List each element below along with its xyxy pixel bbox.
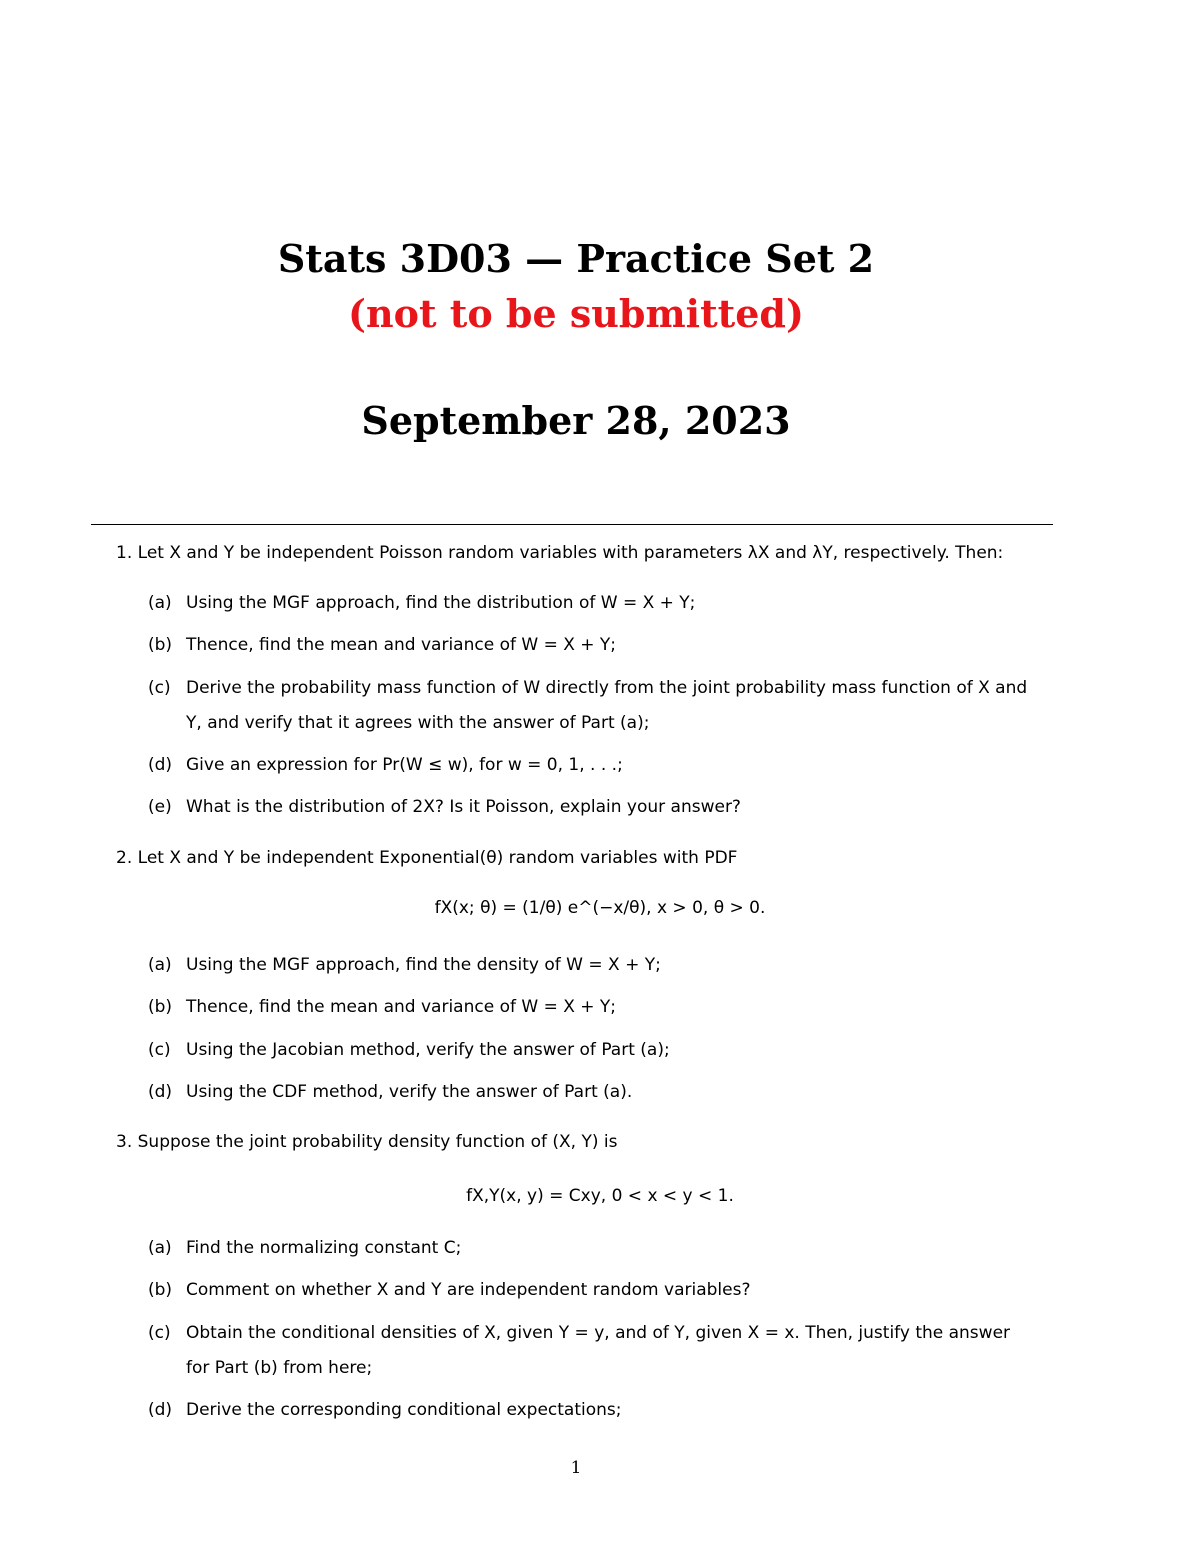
question-3b: Comment on whether X and Y are independent random variables? <box>186 1280 751 1300</box>
question-stem: Suppose the joint probability density function of (X, Y) is <box>137 1132 618 1152</box>
question-1d: Give an expression for Pr(W ≤ w), for w = 0, 1, . . .; <box>186 755 623 775</box>
question-1 <box>116 543 1003 563</box>
question-2 <box>116 848 737 868</box>
question-3d: Derive the corresponding conditional expectations; <box>186 1400 622 1420</box>
question-1c-line2: Y, and verify that it agrees with the answer of Part (a); <box>186 713 650 733</box>
page-number: 1 <box>570 1458 582 1478</box>
part-label: (e) <box>148 797 172 817</box>
page-date: September 28, 2023 <box>361 398 791 443</box>
horizontal-rule <box>91 524 1053 525</box>
question-stem: Let X and Y be independent Poisson random variables with parameters λX and λY, respectively. Then: <box>137 543 1004 563</box>
part-label: (c) <box>148 678 171 698</box>
question-stem: Let X and Y be independent Exponential(θ) random variables with PDF <box>137 848 738 868</box>
question-1b: Thence, find the mean and variance of W = X + Y; <box>186 635 617 655</box>
part-label: (a) <box>148 1238 172 1258</box>
question-number: 2. <box>116 848 133 868</box>
question-2a: Using the MGF approach, find the density of W = X + Y; <box>186 955 661 975</box>
question-2c: Using the Jacobian method, verify the answer of Part (a); <box>186 1040 670 1060</box>
question-3c-line1: Obtain the conditional densities of X, given Y = y, and of Y, given X = x. Then, justify the answer <box>186 1323 1011 1343</box>
part-label: (c) <box>148 1323 171 1343</box>
question-1e: What is the distribution of 2X? Is it Poisson, explain your answer? <box>186 797 741 817</box>
question-3c-line2: for Part (b) from here; <box>186 1358 373 1378</box>
part-label: (d) <box>148 755 173 775</box>
question-1c-line1: Derive the probability mass function of W directly from the joint probability mass function of X and <box>186 678 1028 698</box>
question-3 <box>116 1132 617 1152</box>
question-number: 1. <box>116 543 133 563</box>
part-label: (b) <box>148 1280 173 1300</box>
part-label: (c) <box>148 1040 171 1060</box>
question-2d: Using the CDF method, verify the answer of Part (a). <box>186 1082 633 1102</box>
part-label: (a) <box>148 593 172 613</box>
part-label: (b) <box>148 635 173 655</box>
part-label: (d) <box>148 1400 173 1420</box>
part-label: (d) <box>148 1082 173 1102</box>
question-1a: Using the MGF approach, find the distribution of W = X + Y; <box>186 593 696 613</box>
part-label: (a) <box>148 955 172 975</box>
page-subtitle: (not to be submitted) <box>348 291 804 336</box>
part-label: (b) <box>148 997 173 1017</box>
question-2b: Thence, find the mean and variance of W = X + Y; <box>186 997 617 1017</box>
question-3a: Find the normalizing constant C; <box>186 1238 462 1258</box>
joint-pdf-equation: fX,Y(x, y) = Cxy, 0 < x < y < 1. <box>466 1186 734 1206</box>
question-number: 3. <box>116 1132 133 1152</box>
exponential-pdf-equation: fX(x; θ) = (1/θ) e^(−x/θ), x > 0, θ > 0. <box>434 898 766 918</box>
page-title: Stats 3D03 — Practice Set 2 <box>277 236 875 281</box>
